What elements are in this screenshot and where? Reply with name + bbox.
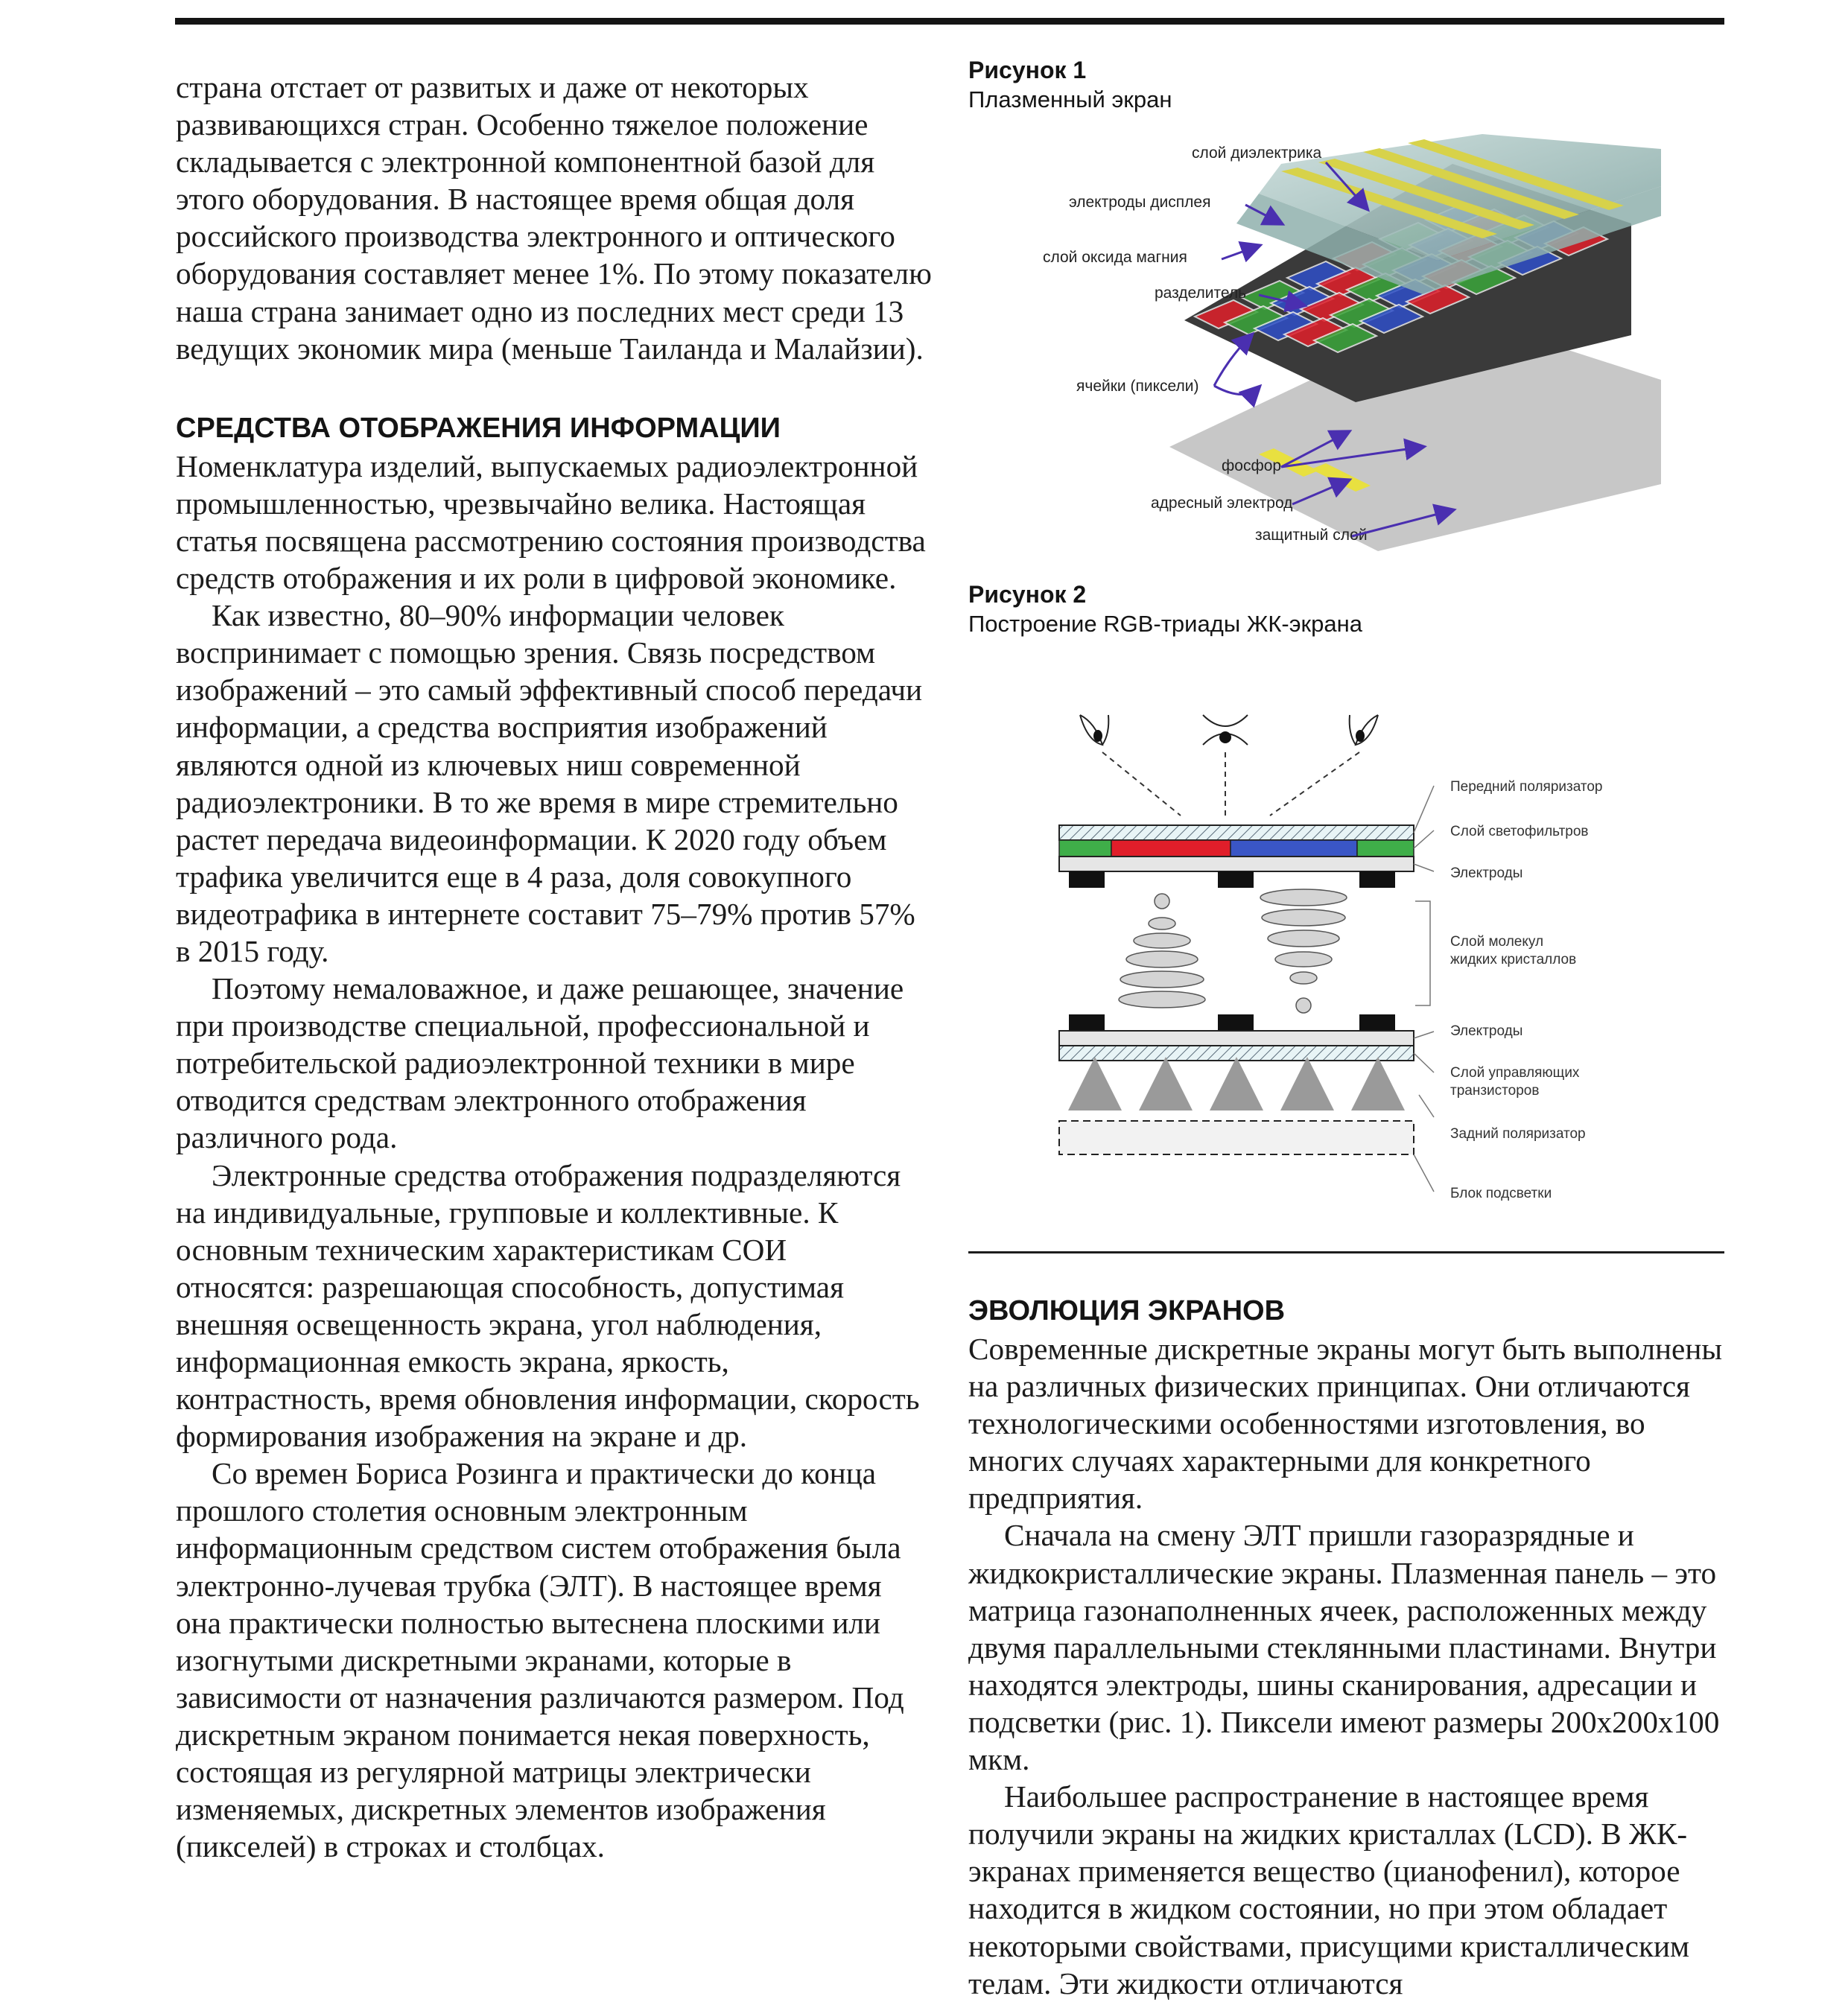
label-electrodes-top: Электроды: [1450, 865, 1523, 881]
label-phosphor: фосфор: [1222, 457, 1282, 474]
label-display-electrodes: электроды дисплея: [1069, 194, 1211, 211]
tft-layer-shape: [1059, 1046, 1414, 1061]
label-lc-line1: Слой молекул: [1450, 934, 1544, 950]
paragraph-classification: Электронные средства отображения подразделяются на индивидуальные, групповые и коллективные. К основным техническим характеристикам СОИ относятся: разрешающая способность, допустимая внешняя освещенность экрана, угол наблюдения, информационная емкость экрана, яркость, контрастность, время обновления информации, скорость формирования изображения на экране и др.: [176, 1157, 920, 1454]
bottom-glass-shape: [1059, 1031, 1414, 1046]
label-tft-line1: Слой управляющих: [1450, 1065, 1580, 1081]
label-backlight: Блок подсветки: [1450, 1186, 1552, 1201]
figures-bottom-rule: [968, 1251, 1724, 1253]
paragraph-nomenclature: Номенклатура изделий, выпускаемых радиоэлектронной промышленностью, чрезвычайно велика. Настоящая статья посвящена рассмотрению состояния производства средств отображения и их роли в цифровой экономике.: [176, 448, 926, 596]
figure2-title: Построение RGB-триады ЖК-экрана: [968, 611, 1362, 637]
figure2-lcd-diagram: [1050, 648, 1646, 1221]
paragraph-crt-history: Со времен Бориса Розинга и практически до конца прошлого столетия основным электронным информационным средством систем отображения была электронно-лучевая трубка (ЭЛТ). В настоящее время она практически полностью вытеснена плоскими или изогнутыми дискретными экранами, которые в зависимости от назначения различаются размером. Под дискретным экраном понимается некая поверхность, состоящая из регулярной матрицы электрически изменяемых, дискретных элементов изображения (пикселей) в строках и столбцах.: [176, 1456, 904, 1864]
label-mgo: слой оксида магния: [1043, 249, 1187, 266]
label-cells: ячейки (пиксели): [1076, 378, 1199, 395]
eye-right-icon: [1350, 715, 1378, 745]
figure2-caption: [968, 579, 1362, 639]
section-heading-evolution: ЭВОЛЮЦИЯ ЭКРАНОВ: [968, 1295, 1286, 1326]
label-separator: разделитель: [1155, 285, 1247, 302]
paragraph-importance: Поэтому немаловажное, и даже решающее, значение при производстве специальной, профессиональной и потребительской радиоэлектронной техники в мире отводится средствам электронного отображения различного рода.: [176, 971, 904, 1155]
figure1-number: Рисунок 1: [968, 57, 1087, 83]
figure2-leaders: [1414, 786, 1434, 1192]
backlight-arrows: [1095, 1084, 1378, 1110]
view-lines: [1102, 752, 1359, 816]
paragraph-vision: Как известно, 80–90% информации человек воспринимает с помощью зрения. Связь посредством изображений – это самый эффективный способ передачи информации, а средства восприятия изображений являются одной из ключевых ниш современной радиоэлектроники. В то же время в мире стремительно растет передача видеоинформации. К 2020 году объем трафика увеличится еще в 4 раза, доля совокупного видеотрафика в интернете составит 75–79% против 57% в 2015 году.: [176, 598, 923, 968]
liquid-crystal-molecules: [1119, 889, 1347, 1013]
label-electrodes-bottom: Электроды: [1450, 1023, 1523, 1039]
label-lc-line2: жидких кристаллов: [1450, 952, 1577, 967]
label-color-filter: Слой светофильтров: [1450, 824, 1589, 839]
section-heading-display-means: СРЕДСТВА ОТОБРАЖЕНИЯ ИНФОРМАЦИИ: [176, 412, 781, 444]
viewer-eye-icons: [1080, 715, 1378, 745]
backlight-unit-shape: [1059, 1121, 1414, 1154]
label-address-electrode: адресный электрод: [1151, 495, 1293, 512]
paragraph-intro: страна отстает от развитых и даже от некоторых развивающихся стран. Особенно тяжелое положение складывается с электронной компонентной базой для этого оборудования. В настоящее время общая доля российского производства электронного и оптического оборудования составляет менее 1%. По этому показателю наша страна занимает одно из последних мест среди 13 ведущих экономик мира (меньше Таиланда и Малайзии).: [176, 70, 932, 366]
top-electrodes-shape: [1069, 871, 1395, 888]
label-dielectric: слой диэлектрика: [1192, 144, 1322, 162]
right-column: [968, 1293, 1728, 2002]
label-front-polarizer: Передний поляризатор: [1450, 779, 1603, 795]
figure1-title: Плазменный экран: [968, 86, 1172, 112]
label-protective: защитный слой: [1255, 527, 1368, 544]
eye-left-icon: [1080, 715, 1108, 745]
front-polarizer-shape: [1059, 825, 1414, 840]
figure1-caption: [968, 55, 1172, 115]
paragraph-discrete-screens: Современные дискретные экраны могут быть выполнены на различных физических принципах. Они отличаются технологическими особенностями изготовления, во многих случаях характерными для конкретного предприятия.: [968, 1332, 1723, 1516]
eye-center-icon: [1203, 715, 1248, 745]
top-rule: [175, 18, 1724, 25]
label-tft-line2: транзисторов: [1450, 1083, 1540, 1099]
figure2-number: Рисунок 2: [968, 581, 1087, 608]
paragraph-lcd: Наибольшее распространение в настоящее время получили экраны на жидких кристаллах (LCD). В ЖК-экранах применяется вещество (цианофенил), которое находится в жидком состоянии, но при этом обладает некоторыми свойствами, присущими кристаллическим телам. Эти жидкости отличаются: [968, 1779, 1690, 2001]
left-column: [176, 69, 932, 1865]
figure1-plasma-diagram: [1035, 134, 1661, 551]
label-rear-polarizer: Задний поляризатор: [1450, 1126, 1586, 1142]
paragraph-plasma: Сначала на смену ЭЛТ пришли газоразрядные и жидкокристаллические экраны. Плазменная панель – это матрица газонаполненных ячеек, расположенных между двумя параллельными стеклянными пластинами. Внутри находятся электроды, шины сканирования, адресации и подсветки (рис. 1). Пиксели имеют размеры 200x200x100 мкм.: [968, 1518, 1720, 1777]
color-filter-shape: [1059, 840, 1414, 857]
top-glass-shape: [1059, 857, 1414, 871]
bottom-electrodes-shape: [1069, 1014, 1395, 1031]
